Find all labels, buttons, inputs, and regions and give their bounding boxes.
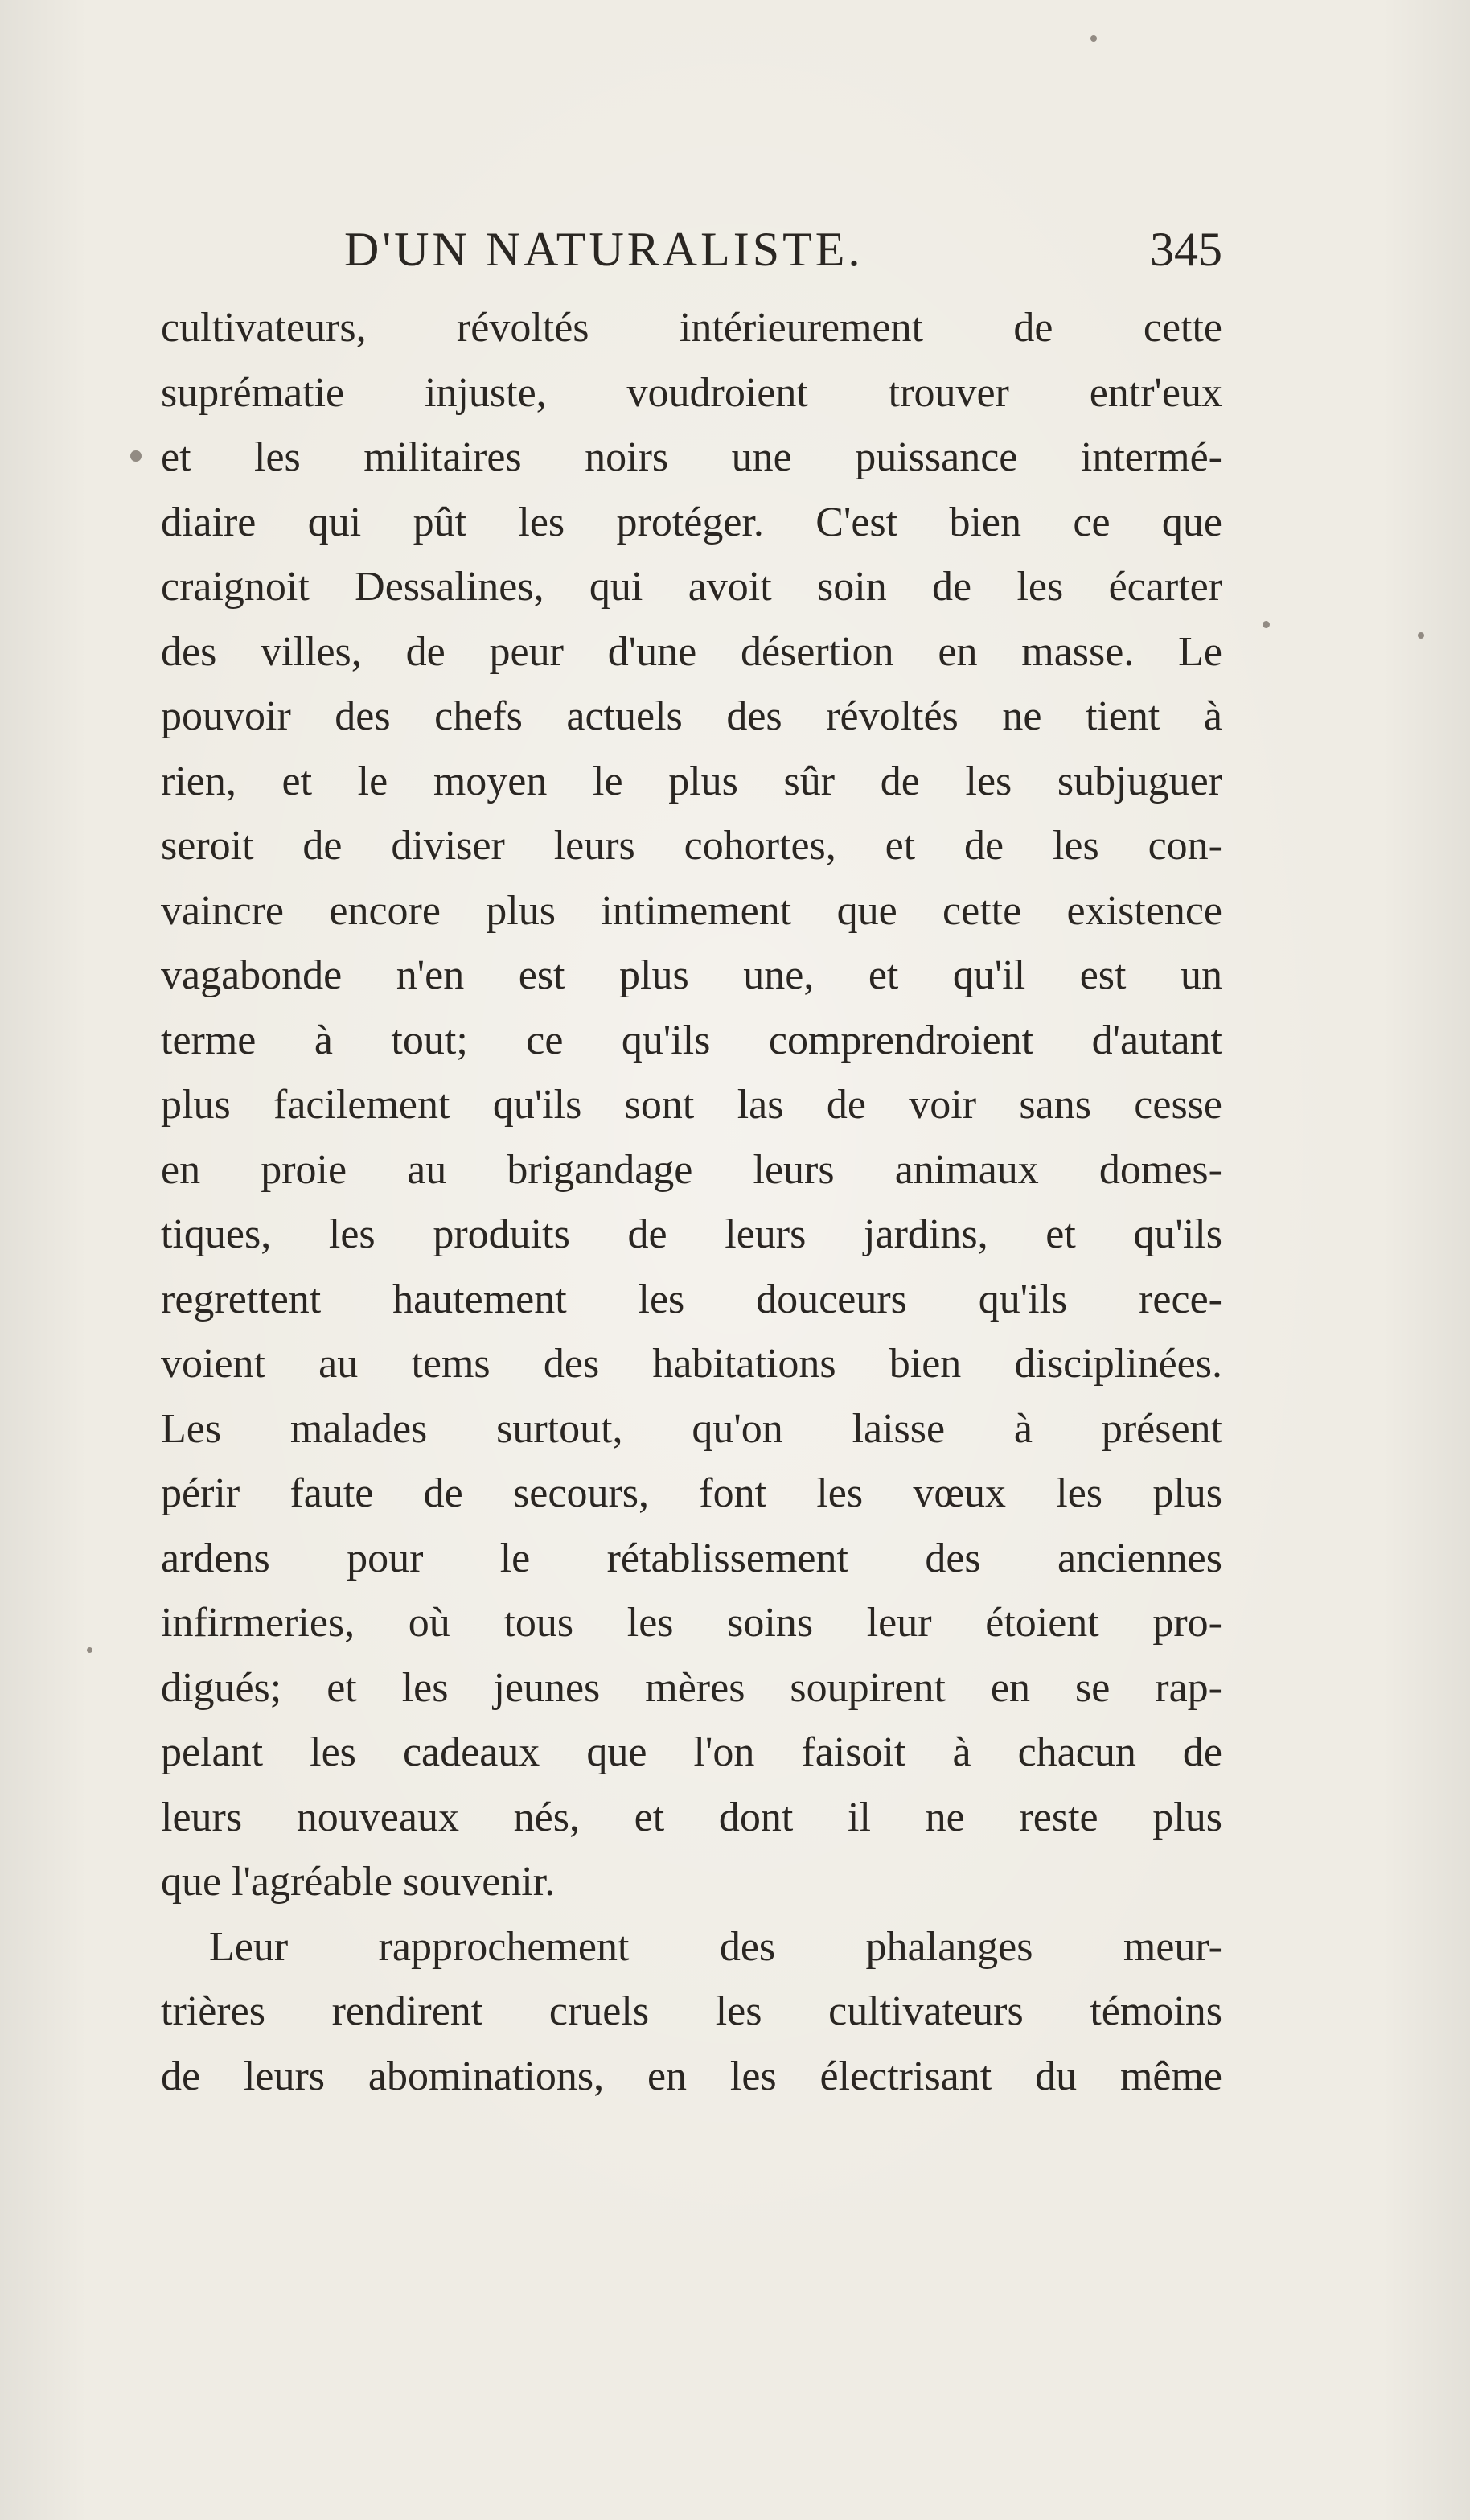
ink-speck	[1418, 632, 1424, 639]
text-line: rien, et le moyen le plus sûr de les subjuguer	[161, 758, 1222, 804]
paragraph-first-line: Leur rapprochement des phalanges meur-	[209, 1923, 1222, 1970]
text-line: des villes, de peur d'une désertion en masse. Le	[161, 628, 1222, 675]
text-line: Les malades surtout, qu'on laisse à présent	[161, 1405, 1222, 1452]
text-line: plus facilement qu'ils sont las de voir sans cesse	[161, 1082, 1222, 1128]
page-header	[161, 217, 1222, 282]
ink-speck	[87, 1647, 92, 1653]
text-line: ardens pour le rétablissement des anciennes	[161, 1535, 1222, 1581]
text-line: vagabonde n'en est plus une, et qu'il est un	[161, 952, 1222, 998]
text-line: infirmeries, où tous les soins leur étoient pro-	[161, 1600, 1222, 1646]
page-number: 345	[1150, 223, 1222, 276]
text-line: pelant les cadeaux que l'on faisoit à chacun de	[161, 1729, 1222, 1775]
text-line: trières rendirent cruels les cultivateurs témoins	[161, 1988, 1222, 2034]
text-line: pouvoir des chefs actuels des révoltés ne tient à	[161, 693, 1222, 739]
text-line: suprématie injuste, voudroient trouver entr'eux	[161, 369, 1222, 416]
text-line: en proie au brigandage leurs animaux domes-	[161, 1146, 1222, 1193]
text-line: voient au tems des habitations bien disciplinées.	[161, 1341, 1222, 1387]
text-line: vaincre encore plus intimement que cette existence	[161, 887, 1222, 934]
text-line: regrettent hautement les douceurs qu'ils rece-	[161, 1276, 1222, 1322]
ink-speck	[1263, 621, 1270, 628]
text-line: leurs nouveaux nés, et dont il ne reste plus	[161, 1794, 1222, 1840]
text-line: de leurs abominations, en les électrisant du même	[161, 2053, 1222, 2099]
ink-speck	[1090, 35, 1097, 42]
text-line: terme à tout; ce qu'ils comprendroient d'autant	[161, 1017, 1222, 1063]
text-line: digués; et les jeunes mères soupirent en se rap-	[161, 1664, 1222, 1711]
text-line: diaire qui pût les protéger. C'est bien ce que	[161, 499, 1222, 545]
text-line: cultivateurs, révoltés intérieurement de cette	[161, 305, 1222, 351]
ink-speck	[130, 450, 142, 462]
running-title: D'UN NATURALISTE.	[344, 223, 864, 276]
body-text	[161, 296, 1222, 2109]
text-line: seroit de diviser leurs cohortes, et de les con-	[161, 823, 1222, 869]
text-line: craignoit Dessalines, qui avoit soin de les écarter	[161, 564, 1222, 610]
text-line: et les militaires noirs une puissance intermé-	[161, 434, 1222, 480]
text-line: tiques, les produits de leurs jardins, et qu'ils	[161, 1211, 1222, 1257]
text-line: périr faute de secours, font les vœux les plus	[161, 1470, 1222, 1516]
paragraph-last-line: que l'agréable souvenir.	[161, 1859, 556, 1905]
